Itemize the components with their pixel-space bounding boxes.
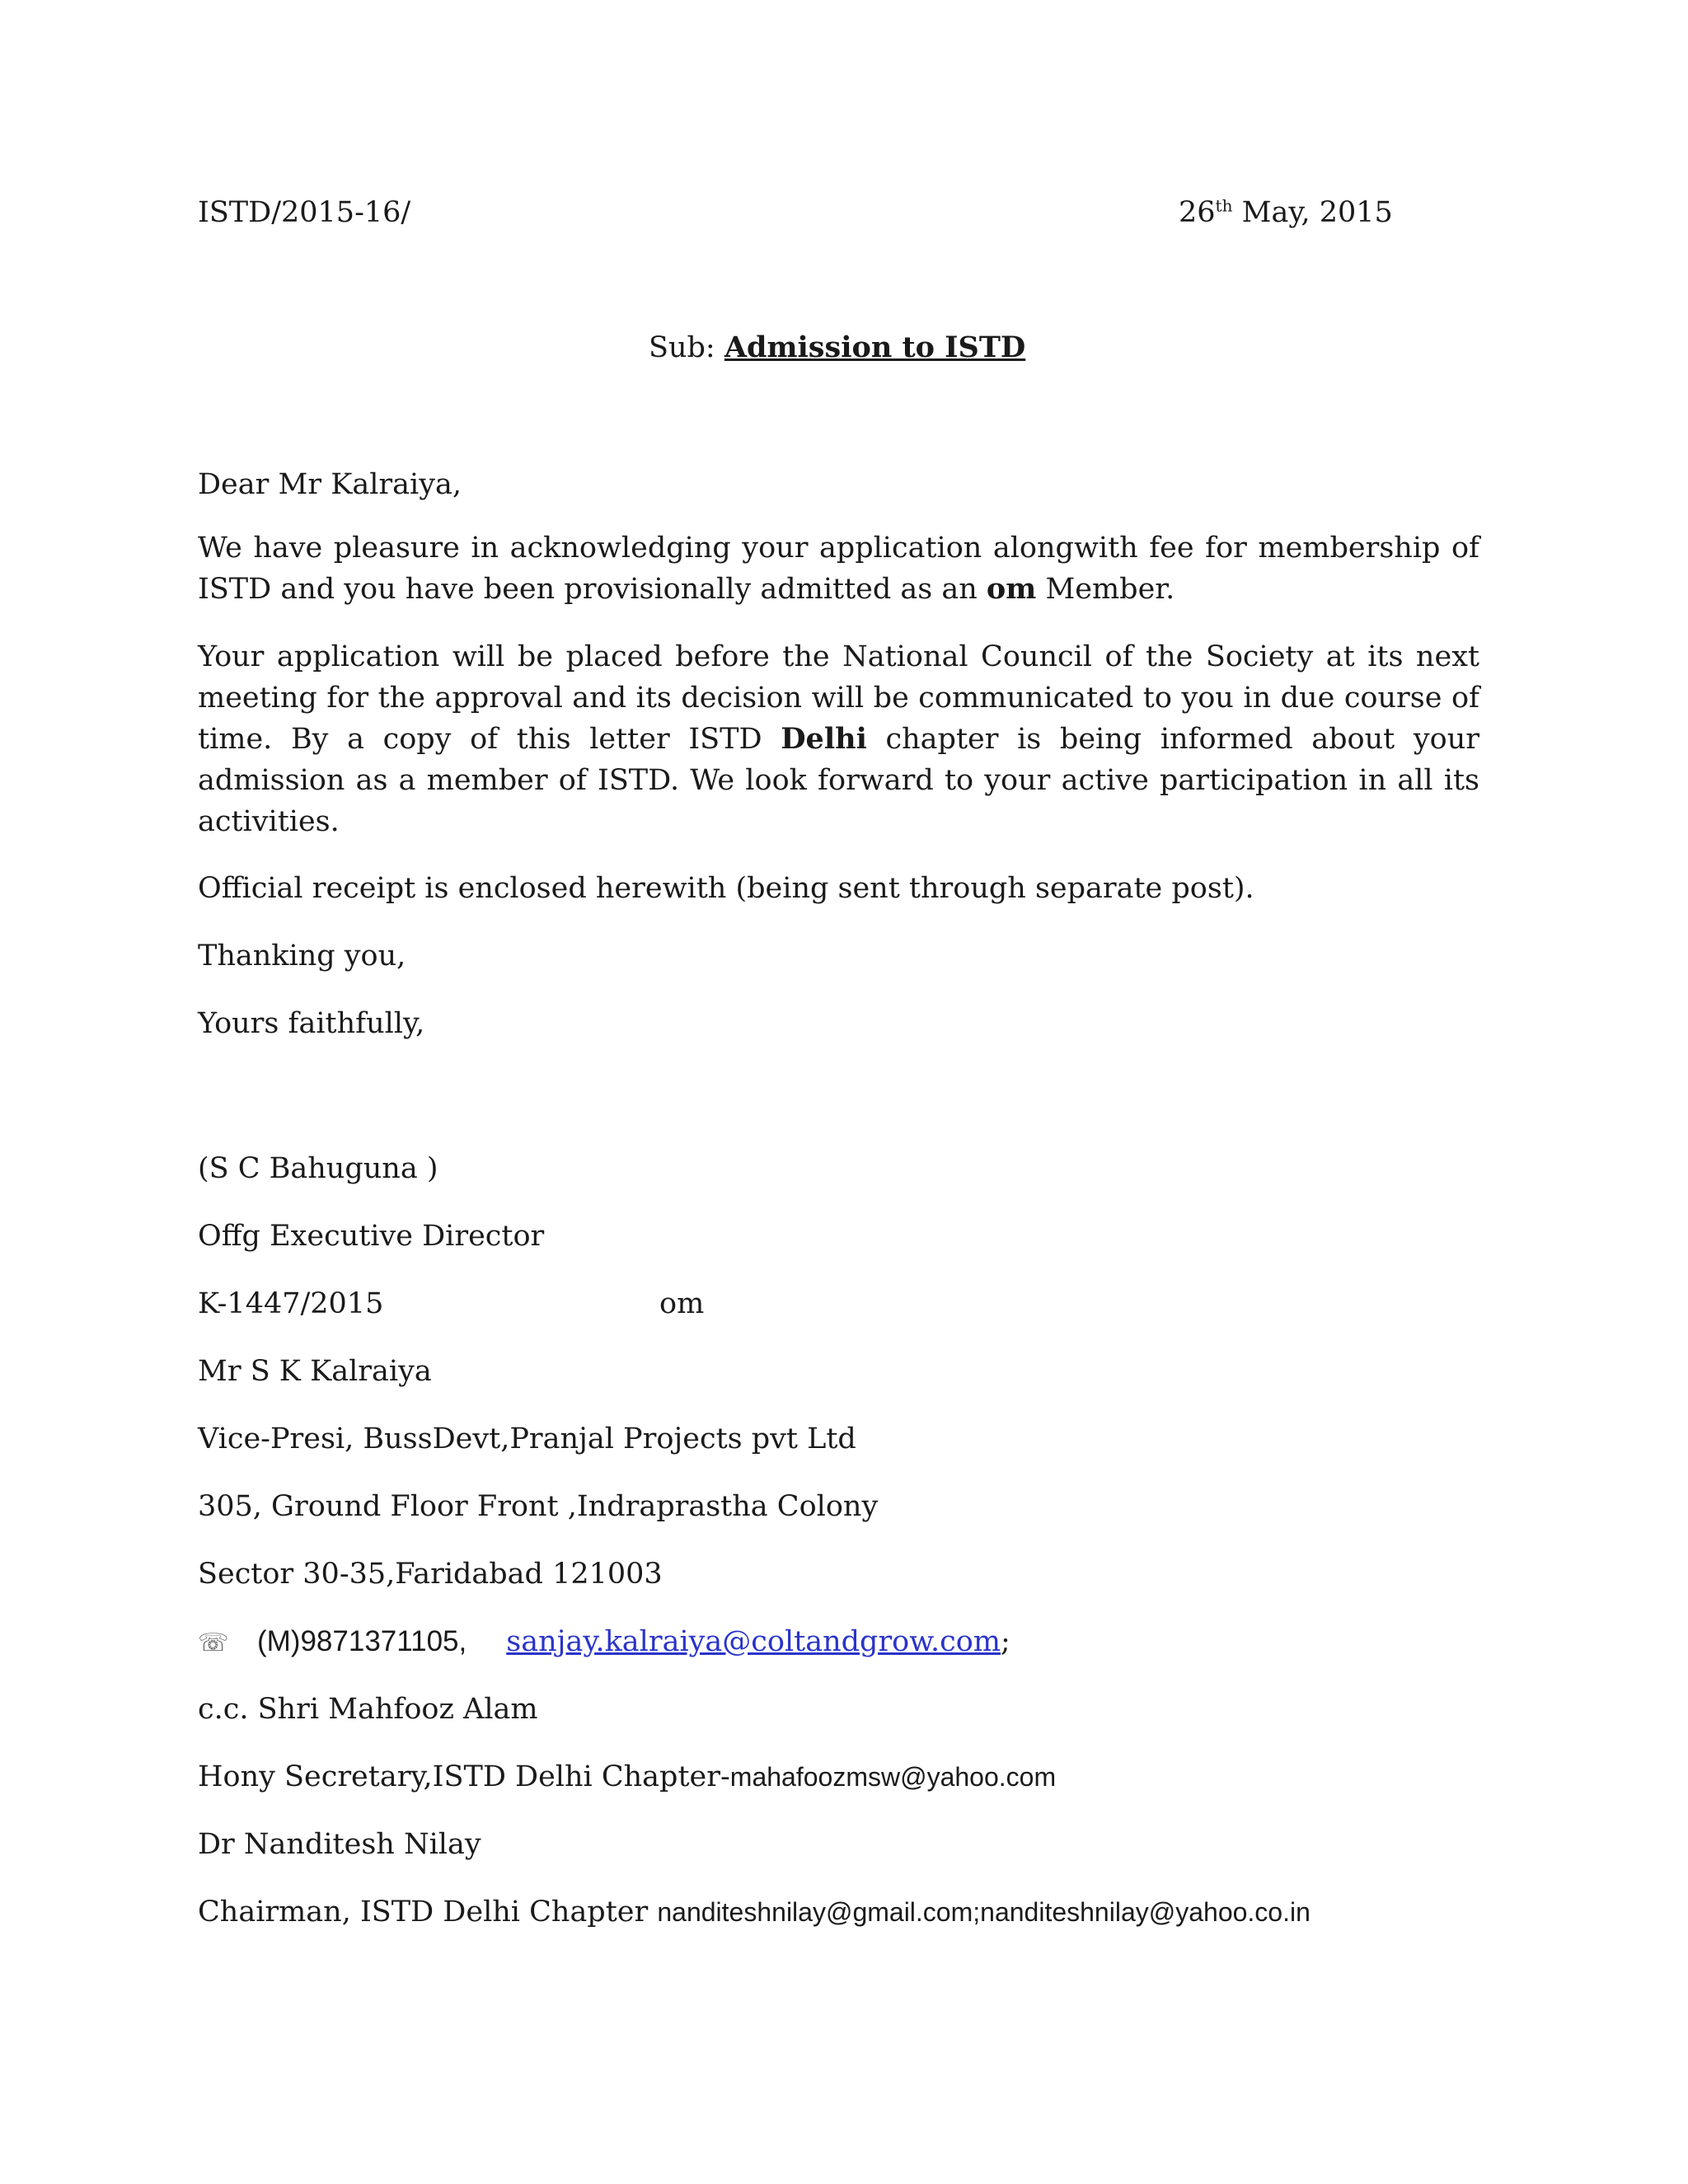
phone-number: (M)9871371105, xyxy=(257,1625,467,1657)
subject-prefix: Sub: xyxy=(649,331,724,364)
contact-row xyxy=(198,1622,1010,1663)
email-trail: ; xyxy=(1001,1625,1010,1658)
cc-line: c.c. Shri Mahfooz Alam xyxy=(198,1693,538,1726)
para2-text-b: chapter is being informed about your admission as a member of ISTD. We look forward to your active participation in all its activities. xyxy=(198,723,1479,838)
para1-bold: om xyxy=(986,572,1037,606)
para1-text-b: Member. xyxy=(1036,573,1175,606)
closing-line: Yours faithfully, xyxy=(198,1007,425,1040)
reference-number: ISTD/2015-16/ xyxy=(198,196,411,229)
date-rest: May, 2015 xyxy=(1241,196,1393,229)
thanks-line: Thanking you, xyxy=(198,940,406,972)
paragraph-acknowledgement xyxy=(198,527,1479,610)
salutation: Dear Mr Kalraiya, xyxy=(198,468,462,501)
email-link[interactable]: sanjay.kalraiya@coltandgrow.com xyxy=(506,1625,1001,1658)
cc-chairman-name: Dr Nanditesh Nilay xyxy=(198,1828,481,1861)
letter-date xyxy=(1179,193,1393,232)
address-line-2: Sector 30-35,Faridabad 121003 xyxy=(198,1558,663,1591)
para2-text-a: Your application will be placed before the National Council of the Society at its next meeting for the approval and its decision will be communicated to you in due course of time. By a copy of this letter ISTD xyxy=(198,640,1479,756)
cc-chairman xyxy=(198,1892,1311,1932)
membership-reference: K-1447/2015 xyxy=(198,1287,384,1320)
para2-bold: Delhi xyxy=(781,722,867,756)
cc-secretary-email: mahafoozmsw@yahoo.com xyxy=(729,1762,1057,1792)
addressee-name: Mr S K Kalraiya xyxy=(198,1355,432,1388)
cc-chairman-text: Chairman, ISTD Delhi Chapter xyxy=(198,1896,658,1929)
addressee-designation: Vice-Presi, BussDevt,Pranjal Projects pvt Ltd xyxy=(198,1422,856,1455)
signatory-name: (S C Bahuguna ) xyxy=(198,1152,438,1185)
paragraph-council xyxy=(198,636,1479,842)
paragraph-receipt: Official receipt is enclosed herewith (being sent through separate post). xyxy=(198,872,1254,905)
membership-code: om xyxy=(659,1287,705,1320)
cc-chairman-email: nanditeshnilay@gmail.com;nanditeshnilay@yahoo.co.in xyxy=(657,1897,1311,1927)
cc-secretary xyxy=(198,1757,1056,1797)
signatory-title: Offg Executive Director xyxy=(198,1220,545,1253)
address-line-1: 305, Ground Floor Front ,Indraprastha Colony xyxy=(198,1490,879,1523)
date-day: 26 xyxy=(1179,196,1216,229)
subject-title: Admission to ISTD xyxy=(724,330,1026,364)
para1-text-a: We have pleasure in acknowledging your application alongwith fee for membership of ISTD and you have been provisionally admitted as an xyxy=(198,532,1479,606)
cc-secretary-text: Hony Secretary,ISTD Delhi Chapter- xyxy=(198,1760,730,1793)
date-suffix: th xyxy=(1215,195,1233,216)
subject-line xyxy=(649,328,1025,368)
telephone-icon: ☏ xyxy=(198,1629,229,1657)
